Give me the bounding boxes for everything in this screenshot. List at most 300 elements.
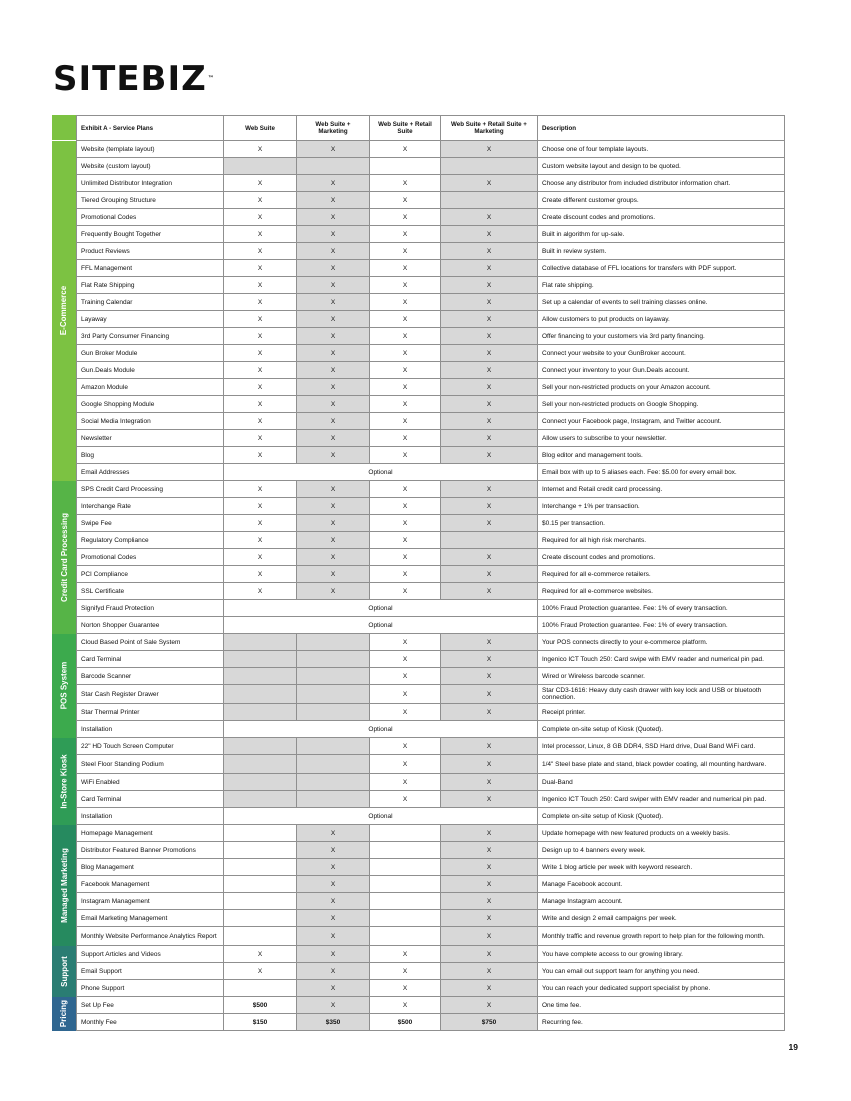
- plan-cell-wsrm: X: [441, 997, 538, 1014]
- description-cell: Star CD3-1616: Heavy duty cash drawer with key lock and USB or bluetooth connection.: [538, 685, 785, 704]
- plan-cell-wsr: X: [370, 277, 441, 294]
- page-number: 19: [788, 1042, 798, 1052]
- plan-cell-wsrm: X: [441, 980, 538, 997]
- description-cell: Custom website layout and design to be quoted.: [538, 158, 785, 175]
- description-cell: Receipt printer.: [538, 704, 785, 721]
- description-cell: Create different customer groups.: [538, 192, 785, 209]
- plan-cell-wsrm: X: [441, 277, 538, 294]
- sitebiz-logo: [53, 59, 215, 99]
- plan-cell-ws: X: [224, 226, 297, 243]
- plan-cell-wsrm: X: [441, 842, 538, 859]
- plan-cell-wsr: X: [370, 946, 441, 963]
- feature-name: Google Shopping Module: [77, 396, 224, 413]
- description-cell: Monthly traffic and revenue growth report to help plan for the following month.: [538, 927, 785, 946]
- plan-cell-wsr: X: [370, 243, 441, 260]
- feature-name: FFL Management: [77, 260, 224, 277]
- feature-name: Email Addresses: [77, 464, 224, 481]
- section-label: [52, 141, 76, 481]
- section-label-text: Credit Card Processing: [59, 512, 69, 602]
- plan-cell-wsrm: X: [441, 209, 538, 226]
- plan-cell-ws: [224, 651, 297, 668]
- plan-cell-wsr: X: [370, 980, 441, 997]
- feature-name: SPS Credit Card Processing: [77, 481, 224, 498]
- table-header-row: [77, 116, 785, 141]
- table-row: [77, 946, 785, 963]
- plan-cell-wsm: X: [297, 583, 370, 600]
- feature-name: Installation: [77, 721, 224, 738]
- plan-cell-ws: X: [224, 566, 297, 583]
- plan-cell-wsrm: X: [441, 910, 538, 927]
- plan-cell-wsrm: X: [441, 668, 538, 685]
- plan-cell-wsm: X: [297, 260, 370, 277]
- plan-cell-ws: [224, 842, 297, 859]
- plan-cell-ws: X: [224, 260, 297, 277]
- plan-cell-ws: X: [224, 277, 297, 294]
- table-row: [77, 876, 785, 893]
- plan-cell-wsrm: X: [441, 345, 538, 362]
- plan-cell-wsrm: $750: [441, 1014, 538, 1031]
- plan-cell-ws: X: [224, 141, 297, 158]
- table-row: [77, 617, 785, 634]
- description-cell: Recurring fee.: [538, 1014, 785, 1031]
- plan-cell-ws: X: [224, 294, 297, 311]
- description-cell: 1/4" Steel base plate and stand, black powder coating, all mounting hardware.: [538, 755, 785, 774]
- description-cell: Update homepage with new featured products on a weekly basis.: [538, 825, 785, 842]
- plan-cell-wsm: X: [297, 413, 370, 430]
- plan-cell-ws: [224, 980, 297, 997]
- plan-cell-wsm: X: [297, 946, 370, 963]
- feature-name: Signifyd Fraud Protection: [77, 600, 224, 617]
- plan-cell-wsr: X: [370, 362, 441, 379]
- plan-cell-wsm: X: [297, 980, 370, 997]
- table-row: [77, 226, 785, 243]
- plan-cell-wsm: $350: [297, 1014, 370, 1031]
- table-row: [77, 651, 785, 668]
- plan-cell-wsm: X: [297, 997, 370, 1014]
- plan-cell-ws: X: [224, 379, 297, 396]
- trademark-symbol: ™: [207, 75, 215, 82]
- feature-name: Cloud Based Point of Sale System: [77, 634, 224, 651]
- feature-name: 3rd Party Consumer Financing: [77, 328, 224, 345]
- plan-cell-wsm: X: [297, 963, 370, 980]
- feature-name: 22" HD Touch Screen Computer: [77, 738, 224, 755]
- plan-cell-wsr: X: [370, 685, 441, 704]
- plan-cell-ws: X: [224, 209, 297, 226]
- feature-name: Distributor Featured Banner Promotions: [77, 842, 224, 859]
- table-row: [77, 464, 785, 481]
- feature-name: Regulatory Compliance: [77, 532, 224, 549]
- optional-cell: Optional: [224, 721, 538, 738]
- plan-cell-wsrm: X: [441, 893, 538, 910]
- plan-cell-wsrm: X: [441, 859, 538, 876]
- feature-name: Newsletter: [77, 430, 224, 447]
- plan-cell-wsm: X: [297, 910, 370, 927]
- table-row: [77, 141, 785, 158]
- description-cell: Blog editor and management tools.: [538, 447, 785, 464]
- plan-cell-wsr: X: [370, 379, 441, 396]
- plan-cell-wsr: X: [370, 481, 441, 498]
- feature-name: Training Calendar: [77, 294, 224, 311]
- plan-cell-ws: X: [224, 192, 297, 209]
- plan-cell-wsrm: X: [441, 294, 538, 311]
- table-row: [77, 192, 785, 209]
- plan-cell-wsm: X: [297, 498, 370, 515]
- table-row: [77, 277, 785, 294]
- description-cell: Interchange + 1% per transaction.: [538, 498, 785, 515]
- plan-cell-wsr: [370, 927, 441, 946]
- description-cell: Create discount codes and promotions.: [538, 549, 785, 566]
- feature-name: Blog: [77, 447, 224, 464]
- feature-name: Set Up Fee: [77, 997, 224, 1014]
- plan-cell-ws: X: [224, 481, 297, 498]
- plan-cell-ws: X: [224, 362, 297, 379]
- plan-cell-wsr: X: [370, 226, 441, 243]
- plan-cell-wsm: [297, 668, 370, 685]
- plan-cell-wsrm: X: [441, 243, 538, 260]
- plan-cell-wsr: X: [370, 634, 441, 651]
- plan-cell-wsrm: X: [441, 946, 538, 963]
- feature-name: Phone Support: [77, 980, 224, 997]
- plan-cell-wsrm: X: [441, 549, 538, 566]
- table-row: [77, 260, 785, 277]
- plan-cell-wsm: [297, 774, 370, 791]
- section-label-text: Support: [59, 955, 69, 987]
- plan-cell-wsrm: X: [441, 685, 538, 704]
- plan-cell-wsr: X: [370, 447, 441, 464]
- plan-cell-ws: [224, 927, 297, 946]
- table-row: [77, 379, 785, 396]
- table-row: [77, 774, 785, 791]
- table-row: [77, 910, 785, 927]
- table-row: [77, 755, 785, 774]
- description-cell: Choose any distributor from included distributor information chart.: [538, 175, 785, 192]
- feature-name: Frequently Bought Together: [77, 226, 224, 243]
- table-row: [77, 668, 785, 685]
- plan-cell-wsrm: X: [441, 396, 538, 413]
- table-row: [77, 721, 785, 738]
- optional-cell: Optional: [224, 600, 538, 617]
- plan-cell-wsrm: X: [441, 226, 538, 243]
- plan-cell-wsrm: X: [441, 704, 538, 721]
- feature-name: Email Marketing Management: [77, 910, 224, 927]
- plan-cell-wsm: X: [297, 209, 370, 226]
- header-web-suite-retail: Web Suite + Retail Suite: [370, 116, 441, 141]
- table-row: [77, 294, 785, 311]
- plan-cell-wsr: X: [370, 396, 441, 413]
- table-row: [77, 532, 785, 549]
- table-row: [77, 634, 785, 651]
- description-cell: One time fee.: [538, 997, 785, 1014]
- section-label: [52, 634, 76, 738]
- plan-cell-ws: X: [224, 532, 297, 549]
- plan-cell-wsrm: X: [441, 430, 538, 447]
- plan-cell-wsr: [370, 842, 441, 859]
- plan-cell-wsr: X: [370, 175, 441, 192]
- plan-cell-wsr: X: [370, 413, 441, 430]
- header-web-suite-retail-marketing: Web Suite + Retail Suite + Marketing: [441, 116, 538, 141]
- plan-cell-ws: X: [224, 946, 297, 963]
- description-cell: Wired or Wireless barcode scanner.: [538, 668, 785, 685]
- plan-cell-wsr: X: [370, 583, 441, 600]
- feature-name: PCI Compliance: [77, 566, 224, 583]
- plan-cell-wsm: X: [297, 294, 370, 311]
- description-cell: Write 1 blog article per week with keyword research.: [538, 859, 785, 876]
- plan-cell-ws: X: [224, 413, 297, 430]
- plan-cell-wsr: X: [370, 498, 441, 515]
- description-cell: Flat rate shipping.: [538, 277, 785, 294]
- plan-cell-ws: [224, 893, 297, 910]
- table-row: [77, 738, 785, 755]
- feature-name: Unlimited Distributor Integration: [77, 175, 224, 192]
- plan-cell-wsrm: X: [441, 260, 538, 277]
- feature-name: Social Media Integration: [77, 413, 224, 430]
- feature-name: Tiered Grouping Structure: [77, 192, 224, 209]
- description-cell: Sell your non-restricted products on your Amazon account.: [538, 379, 785, 396]
- feature-name: Layaway: [77, 311, 224, 328]
- feature-name: Homepage Management: [77, 825, 224, 842]
- plan-cell-wsr: X: [370, 738, 441, 755]
- logo-text: SITEBIZ: [53, 59, 207, 99]
- description-cell: Manage Facebook account.: [538, 876, 785, 893]
- plan-cell-wsr: X: [370, 997, 441, 1014]
- plan-cell-wsrm: X: [441, 481, 538, 498]
- feature-name: Steel Floor Standing Podium: [77, 755, 224, 774]
- plan-cell-ws: X: [224, 498, 297, 515]
- plan-cell-wsm: X: [297, 566, 370, 583]
- section-label-text: E-Commerce: [59, 285, 69, 336]
- feature-name: Gun.Deals Module: [77, 362, 224, 379]
- table-row: [77, 842, 785, 859]
- plan-cell-wsm: X: [297, 311, 370, 328]
- plan-cell-ws: [224, 774, 297, 791]
- plan-cell-wsm: X: [297, 192, 370, 209]
- table-row: [77, 498, 785, 515]
- description-cell: Intel processor, Linux, 8 GB DDR4, SSD Hard drive, Dual Band WiFi card.: [538, 738, 785, 755]
- description-cell: Complete on-site setup of Kiosk (Quoted).: [538, 721, 785, 738]
- plan-cell-wsr: [370, 859, 441, 876]
- description-cell: Connect your website to your GunBroker account.: [538, 345, 785, 362]
- optional-cell: Optional: [224, 464, 538, 481]
- plan-cell-wsm: X: [297, 876, 370, 893]
- plan-cell-wsm: [297, 651, 370, 668]
- description-cell: Ingenico ICT Touch 250: Card swiper with EMV reader and numerical pin pad.: [538, 791, 785, 808]
- feature-name: Barcode Scanner: [77, 668, 224, 685]
- feature-name: Star Cash Register Drawer: [77, 685, 224, 704]
- table-row: [77, 566, 785, 583]
- plan-cell-ws: X: [224, 396, 297, 413]
- description-cell: Set up a calendar of events to sell training classes online.: [538, 294, 785, 311]
- table-row: [77, 362, 785, 379]
- plan-cell-wsrm: X: [441, 876, 538, 893]
- service-plans-table: [76, 115, 785, 1031]
- plan-cell-ws: X: [224, 345, 297, 362]
- table-row: [77, 600, 785, 617]
- plan-cell-ws: [224, 825, 297, 842]
- plan-cell-ws: [224, 876, 297, 893]
- plan-cell-wsr: X: [370, 755, 441, 774]
- feature-name: Blog Management: [77, 859, 224, 876]
- plan-cell-wsm: [297, 158, 370, 175]
- plan-cell-wsr: X: [370, 430, 441, 447]
- plan-cell-wsm: [297, 791, 370, 808]
- table-row: [77, 430, 785, 447]
- plan-cell-ws: [224, 910, 297, 927]
- header-web-suite-marketing: Web Suite + Marketing: [297, 116, 370, 141]
- plan-cell-ws: [224, 668, 297, 685]
- plan-cell-wsr: X: [370, 532, 441, 549]
- plan-cell-wsm: X: [297, 927, 370, 946]
- table-row: [77, 549, 785, 566]
- plan-cell-ws: X: [224, 515, 297, 532]
- plan-cell-wsrm: X: [441, 927, 538, 946]
- feature-name: Flat Rate Shipping: [77, 277, 224, 294]
- header-exhibit: Exhibit A - Service Plans: [77, 116, 224, 141]
- plan-cell-wsrm: X: [441, 328, 538, 345]
- plan-cell-ws: X: [224, 583, 297, 600]
- plan-cell-wsr: X: [370, 704, 441, 721]
- plan-cell-wsm: [297, 755, 370, 774]
- description-cell: Built in algorithm for up-sale.: [538, 226, 785, 243]
- plan-cell-wsr: X: [370, 192, 441, 209]
- table-row: [77, 583, 785, 600]
- plan-cell-wsrm: X: [441, 774, 538, 791]
- plan-cell-wsm: X: [297, 362, 370, 379]
- plan-cell-wsr: X: [370, 566, 441, 583]
- plan-cell-wsr: X: [370, 311, 441, 328]
- plan-cell-wsm: X: [297, 893, 370, 910]
- section-header-block: [52, 115, 76, 140]
- description-cell: Required for all high risk merchants.: [538, 532, 785, 549]
- plan-cell-wsr: X: [370, 260, 441, 277]
- plan-cell-wsrm: X: [441, 311, 538, 328]
- description-cell: 100% Fraud Protection guarantee. Fee: 1% of every transaction.: [538, 600, 785, 617]
- plan-cell-wsr: $500: [370, 1014, 441, 1031]
- plan-cell-wsrm: X: [441, 583, 538, 600]
- plan-cell-wsm: X: [297, 175, 370, 192]
- feature-name: Card Terminal: [77, 791, 224, 808]
- table-row: [77, 328, 785, 345]
- plan-cell-ws: X: [224, 963, 297, 980]
- feature-name: Facebook Management: [77, 876, 224, 893]
- section-label: [52, 738, 76, 825]
- plan-cell-wsr: X: [370, 328, 441, 345]
- feature-name: Product Reviews: [77, 243, 224, 260]
- plan-cell-wsm: X: [297, 277, 370, 294]
- feature-name: Star Thermal Printer: [77, 704, 224, 721]
- feature-name: Instagram Management: [77, 893, 224, 910]
- plan-cell-ws: [224, 738, 297, 755]
- table-row: [77, 447, 785, 464]
- plan-cell-wsm: X: [297, 226, 370, 243]
- plan-cell-wsrm: X: [441, 175, 538, 192]
- plan-cell-wsr: [370, 910, 441, 927]
- section-label: [52, 946, 76, 997]
- feature-name: WiFi Enabled: [77, 774, 224, 791]
- description-cell: You have complete access to our growing library.: [538, 946, 785, 963]
- section-label-text: Managed Marketing: [59, 847, 69, 923]
- optional-cell: Optional: [224, 808, 538, 825]
- plan-cell-wsm: [297, 738, 370, 755]
- plan-cell-ws: $150: [224, 1014, 297, 1031]
- section-label-text: In-Store Kiosk: [59, 753, 69, 809]
- feature-name: Card Terminal: [77, 651, 224, 668]
- plan-cell-wsr: X: [370, 549, 441, 566]
- table-row: [77, 515, 785, 532]
- feature-name: Website (template layout): [77, 141, 224, 158]
- plan-cell-wsrm: X: [441, 566, 538, 583]
- plan-cell-ws: $500: [224, 997, 297, 1014]
- plan-cell-ws: [224, 158, 297, 175]
- feature-name: Monthly Website Performance Analytics Report: [77, 927, 224, 946]
- plan-cell-wsm: X: [297, 549, 370, 566]
- plan-cell-wsr: X: [370, 668, 441, 685]
- plan-cell-wsm: [297, 704, 370, 721]
- optional-cell: Optional: [224, 617, 538, 634]
- plan-cell-ws: X: [224, 447, 297, 464]
- table-row: [77, 927, 785, 946]
- feature-name: Email Support: [77, 963, 224, 980]
- plan-cell-wsm: X: [297, 430, 370, 447]
- header-description: Description: [538, 116, 785, 141]
- table-row: [77, 825, 785, 842]
- section-label: [52, 997, 76, 1031]
- feature-name: Swipe Fee: [77, 515, 224, 532]
- plan-cell-wsm: X: [297, 859, 370, 876]
- plan-cell-ws: [224, 791, 297, 808]
- feature-name: Promotional Codes: [77, 549, 224, 566]
- description-cell: Offer financing to your customers via 3rd party financing.: [538, 328, 785, 345]
- feature-name: Website (custom layout): [77, 158, 224, 175]
- plan-cell-wsr: X: [370, 345, 441, 362]
- section-label: [52, 481, 76, 634]
- plan-cell-wsr: [370, 158, 441, 175]
- feature-name: Installation: [77, 808, 224, 825]
- plan-cell-ws: [224, 755, 297, 774]
- plan-cell-wsrm: X: [441, 738, 538, 755]
- plan-cell-wsr: X: [370, 651, 441, 668]
- plan-cell-wsrm: X: [441, 447, 538, 464]
- plan-cell-ws: [224, 704, 297, 721]
- plan-cell-wsm: [297, 685, 370, 704]
- plan-cell-wsm: X: [297, 447, 370, 464]
- description-cell: Allow customers to put products on layaway.: [538, 311, 785, 328]
- description-cell: Complete on-site setup of Kiosk (Quoted).: [538, 808, 785, 825]
- plan-cell-wsrm: [441, 192, 538, 209]
- plan-cell-wsm: X: [297, 532, 370, 549]
- table-row: [77, 243, 785, 260]
- table-row: [77, 859, 785, 876]
- description-cell: Write and design 2 email campaigns per week.: [538, 910, 785, 927]
- plan-cell-wsr: X: [370, 963, 441, 980]
- plan-cell-wsrm: [441, 158, 538, 175]
- plan-cell-wsrm: X: [441, 379, 538, 396]
- table-row: [77, 963, 785, 980]
- table-row: [77, 685, 785, 704]
- plan-cell-wsm: X: [297, 481, 370, 498]
- table-row: [77, 1014, 785, 1031]
- plan-cell-wsr: [370, 893, 441, 910]
- plan-cell-wsr: X: [370, 141, 441, 158]
- plan-cell-wsm: X: [297, 515, 370, 532]
- description-cell: $0.15 per transaction.: [538, 515, 785, 532]
- plan-cell-wsm: X: [297, 141, 370, 158]
- plan-cell-wsm: X: [297, 379, 370, 396]
- plan-cell-wsr: X: [370, 515, 441, 532]
- description-cell: Email box with up to 5 aliases each. Fee: $5.00 for every email box.: [538, 464, 785, 481]
- description-cell: Choose one of four template layouts.: [538, 141, 785, 158]
- description-cell: Built in review system.: [538, 243, 785, 260]
- description-cell: Ingenico ICT Touch 250: Card swipe with EMV reader and numerical pin pad.: [538, 651, 785, 668]
